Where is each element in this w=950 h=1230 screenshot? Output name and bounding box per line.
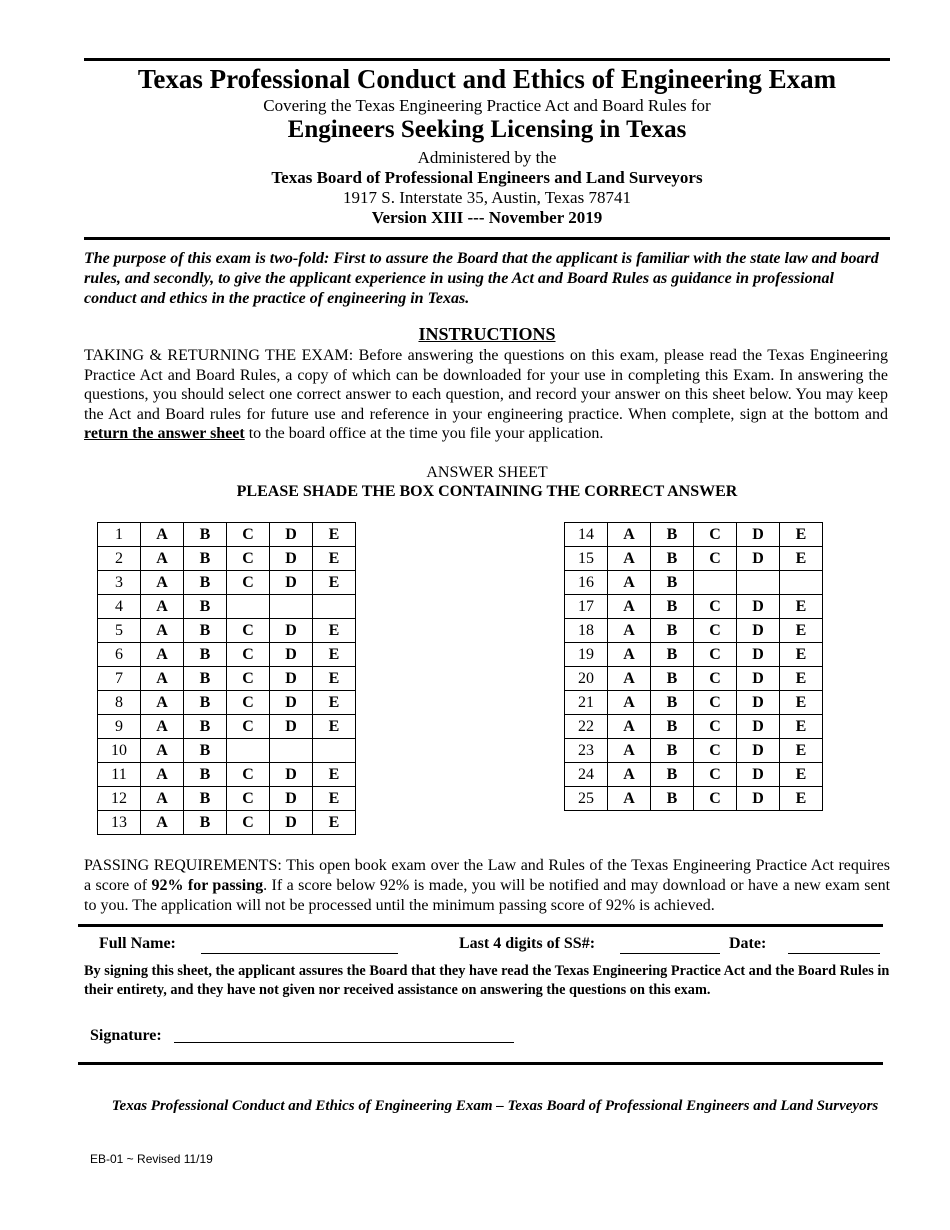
question-number: 2 xyxy=(98,547,141,571)
empty-cell xyxy=(227,595,270,619)
answer-option-box[interactable]: B xyxy=(651,691,694,715)
question-number: 3 xyxy=(98,571,141,595)
empty-cell xyxy=(270,595,313,619)
answer-option-box[interactable]: C xyxy=(694,595,737,619)
answer-row xyxy=(98,739,356,763)
question-number: 10 xyxy=(98,739,141,763)
answer-option-box[interactable]: D xyxy=(737,643,780,667)
answer-row xyxy=(98,691,356,715)
empty-cell xyxy=(313,739,356,763)
question-number: 7 xyxy=(98,667,141,691)
answer-option-box[interactable]: E xyxy=(313,667,356,691)
answer-option-box[interactable]: D xyxy=(737,595,780,619)
answer-option-box[interactable]: E xyxy=(780,643,823,667)
answer-option-box[interactable]: A xyxy=(608,691,651,715)
answer-option-box[interactable]: E xyxy=(780,523,823,547)
answer-option-box[interactable]: A xyxy=(141,595,184,619)
answer-option-box[interactable]: E xyxy=(780,595,823,619)
answer-option-box[interactable]: B xyxy=(184,715,227,739)
answer-option-box[interactable]: E xyxy=(313,715,356,739)
top-rule xyxy=(84,58,890,61)
answer-sheet-instruction: PLEASE SHADE THE BOX CONTAINING THE CORRECT ANSWER xyxy=(236,483,738,500)
answer-option-box[interactable]: D xyxy=(737,763,780,787)
answer-option-box[interactable]: E xyxy=(780,715,823,739)
answer-option-box[interactable]: A xyxy=(141,691,184,715)
answer-option-box[interactable]: B xyxy=(184,571,227,595)
question-number: 8 xyxy=(98,691,141,715)
answer-option-box[interactable]: B xyxy=(184,547,227,571)
answer-option-box[interactable]: A xyxy=(141,643,184,667)
answer-row xyxy=(565,571,823,595)
answer-option-box[interactable]: B xyxy=(651,571,694,595)
instructions-text xyxy=(84,346,888,444)
answer-option-box[interactable]: B xyxy=(184,787,227,811)
empty-cell xyxy=(270,739,313,763)
answer-option-box[interactable]: B xyxy=(184,523,227,547)
answer-row xyxy=(98,595,356,619)
answer-option-box[interactable]: A xyxy=(608,595,651,619)
answer-option-box[interactable]: B xyxy=(651,715,694,739)
question-number: 1 xyxy=(98,523,141,547)
form-code: EB-01 ~ Revised 11/19 xyxy=(90,1152,213,1166)
answer-option-box[interactable]: B xyxy=(184,595,227,619)
signature-label: Signature: xyxy=(90,1027,162,1044)
answer-option-box[interactable]: D xyxy=(270,619,313,643)
answer-row xyxy=(565,739,823,763)
question-number: 17 xyxy=(565,595,608,619)
answer-row xyxy=(98,787,356,811)
answer-option-box[interactable]: C xyxy=(694,691,737,715)
answer-option-box[interactable]: D xyxy=(270,643,313,667)
signature-top-rule xyxy=(78,924,883,927)
answer-option-box[interactable]: A xyxy=(608,643,651,667)
answer-option-box[interactable]: B xyxy=(184,811,227,835)
answer-option-box[interactable]: D xyxy=(737,619,780,643)
answer-row xyxy=(98,523,356,547)
answer-grid-right xyxy=(564,522,823,811)
answer-option-box[interactable]: E xyxy=(313,811,356,835)
answer-row xyxy=(98,667,356,691)
covering-line: Covering the Texas Engineering Practice Act and Board Rules for xyxy=(263,96,711,115)
answer-option-box[interactable]: C xyxy=(227,715,270,739)
answer-sheet-title: ANSWER SHEET xyxy=(426,464,548,481)
answer-option-box[interactable]: B xyxy=(184,667,227,691)
instructions-text-after: to the board office at the time you file your application. xyxy=(244,425,604,443)
answer-option-box[interactable]: C xyxy=(227,523,270,547)
answer-option-box[interactable]: B xyxy=(651,523,694,547)
answer-option-box[interactable]: A xyxy=(141,619,184,643)
answer-option-box[interactable]: E xyxy=(313,643,356,667)
empty-cell xyxy=(780,571,823,595)
question-number: 20 xyxy=(565,667,608,691)
page-footer: Texas Professional Conduct and Ethics of Engineering Exam – Texas Board of Professional Engineers and Land Surveyors xyxy=(111,1098,879,1114)
answer-option-box[interactable]: D xyxy=(737,739,780,763)
answer-option-box[interactable]: C xyxy=(227,667,270,691)
answer-option-box[interactable]: E xyxy=(780,691,823,715)
answer-option-box[interactable]: D xyxy=(270,547,313,571)
answer-option-box[interactable]: E xyxy=(780,547,823,571)
answer-option-box[interactable]: C xyxy=(694,763,737,787)
answer-option-box[interactable]: B xyxy=(651,547,694,571)
answer-option-box[interactable]: A xyxy=(141,571,184,595)
question-number: 25 xyxy=(565,787,608,811)
passing-text-after: . If a score below 92% is made, you will be notified and may download or have a new exam sent to you. The application will not be processed until the minimum passing score of 92% is achieved. xyxy=(84,877,891,914)
answer-option-box[interactable]: A xyxy=(141,763,184,787)
answer-option-box[interactable]: E xyxy=(780,763,823,787)
answer-option-box[interactable]: A xyxy=(608,523,651,547)
answer-option-box[interactable]: D xyxy=(737,691,780,715)
answer-option-box[interactable]: C xyxy=(227,643,270,667)
header-bottom-rule xyxy=(84,237,890,240)
answer-option-box[interactable]: B xyxy=(651,619,694,643)
empty-cell xyxy=(694,571,737,595)
answer-row xyxy=(565,619,823,643)
answer-option-box[interactable]: C xyxy=(694,667,737,691)
answer-option-box[interactable]: D xyxy=(270,715,313,739)
answer-option-box[interactable]: A xyxy=(608,787,651,811)
full-name-field[interactable] xyxy=(201,953,398,954)
answer-option-box[interactable]: B xyxy=(651,595,694,619)
answer-option-box[interactable]: D xyxy=(737,523,780,547)
answer-option-box[interactable]: B xyxy=(184,691,227,715)
answer-option-box[interactable]: A xyxy=(608,763,651,787)
answer-option-box[interactable]: D xyxy=(270,811,313,835)
answer-option-box[interactable]: A xyxy=(608,547,651,571)
empty-cell xyxy=(737,571,780,595)
answer-option-box[interactable]: E xyxy=(313,547,356,571)
instructions-heading: INSTRUCTIONS xyxy=(418,324,556,344)
answer-option-box[interactable]: C xyxy=(694,643,737,667)
question-number: 18 xyxy=(565,619,608,643)
passing-score-emphasis: 92% for passing xyxy=(151,877,264,894)
exam-subtitle: Engineers Seeking Licensing in Texas xyxy=(287,116,687,143)
answer-option-box[interactable]: C xyxy=(694,715,737,739)
answer-option-box[interactable]: A xyxy=(608,619,651,643)
answer-row xyxy=(98,763,356,787)
answer-option-box[interactable]: C xyxy=(227,619,270,643)
question-number: 23 xyxy=(565,739,608,763)
answer-option-box[interactable]: C xyxy=(227,787,270,811)
answer-option-box[interactable]: C xyxy=(227,763,270,787)
answer-option-box[interactable]: B xyxy=(184,643,227,667)
question-number: 5 xyxy=(98,619,141,643)
answer-option-box[interactable]: D xyxy=(270,763,313,787)
answer-option-box[interactable]: D xyxy=(270,523,313,547)
instructions-text-before: TAKING & RETURNING THE EXAM: Before answering the questions on this exam, please read the Texas Engineering Practice Act and Board Rules, a copy of which can be downloaded for your use in completing this Exam. In answering the questions, you should select one correct answer to each question, and record your answer on this sheet below. You may keep the Act and Board rules for future use and reference in your engineering practice. When complete, sign at the bottom and xyxy=(84,347,888,423)
answer-option-box[interactable]: A xyxy=(141,787,184,811)
answer-option-box[interactable]: D xyxy=(270,787,313,811)
date-label: Date: xyxy=(729,935,767,952)
answer-option-box[interactable]: D xyxy=(270,691,313,715)
answer-row xyxy=(565,547,823,571)
answer-row xyxy=(98,571,356,595)
full-name-label: Full Name: xyxy=(99,935,176,952)
answer-option-box[interactable]: C xyxy=(694,619,737,643)
board-address: 1917 S. Interstate 35, Austin, Texas 78741 xyxy=(343,188,631,207)
answer-option-box[interactable]: A xyxy=(608,571,651,595)
question-number: 11 xyxy=(98,763,141,787)
answer-row xyxy=(565,715,823,739)
answer-row xyxy=(565,691,823,715)
answer-option-box[interactable]: C xyxy=(694,523,737,547)
passing-requirements xyxy=(84,856,890,916)
answer-option-box[interactable]: E xyxy=(313,691,356,715)
answer-row xyxy=(565,763,823,787)
answer-row xyxy=(565,595,823,619)
answer-option-box[interactable]: D xyxy=(737,547,780,571)
answer-option-box[interactable]: E xyxy=(780,787,823,811)
ssn-label: Last 4 digits of SS#: xyxy=(459,935,596,952)
answer-row xyxy=(565,643,823,667)
question-number: 16 xyxy=(565,571,608,595)
answer-row xyxy=(565,787,823,811)
instructions-return-emphasis: return the answer sheet xyxy=(84,425,245,443)
passing-text-before: PASSING REQUIREMENTS: This open book exam over the Law and Rules of the Texas Engineering Practice Act requires a score of xyxy=(84,857,890,894)
answer-option-box[interactable]: C xyxy=(227,811,270,835)
answer-option-box[interactable]: A xyxy=(608,739,651,763)
empty-cell xyxy=(227,739,270,763)
answer-option-box[interactable]: D xyxy=(270,667,313,691)
answer-option-box[interactable]: C xyxy=(694,739,737,763)
answer-row xyxy=(98,547,356,571)
answer-option-box[interactable]: A xyxy=(141,715,184,739)
question-number: 13 xyxy=(98,811,141,835)
question-number: 19 xyxy=(565,643,608,667)
question-number: 9 xyxy=(98,715,141,739)
question-number: 21 xyxy=(565,691,608,715)
answer-option-box[interactable]: A xyxy=(141,739,184,763)
answer-option-box[interactable]: A xyxy=(608,667,651,691)
answer-option-box[interactable]: E xyxy=(780,667,823,691)
question-number: 6 xyxy=(98,643,141,667)
question-number: 14 xyxy=(565,523,608,547)
answer-row xyxy=(98,643,356,667)
answer-option-box[interactable]: C xyxy=(227,571,270,595)
signature-field[interactable] xyxy=(174,1042,514,1043)
purpose-statement: The purpose of this exam is two-fold: First to assure the Board that the applicant is familiar with the state law and board rules, and secondly, to give the applicant experience in using the Act and Board Rules as guidance in professional conduct and ethics in the practice of engineering in Texas. xyxy=(84,250,879,307)
answer-option-box[interactable]: A xyxy=(141,547,184,571)
answer-option-box[interactable]: A xyxy=(141,811,184,835)
answer-option-box[interactable]: E xyxy=(313,787,356,811)
answer-option-box[interactable]: B xyxy=(651,643,694,667)
administered-line: Administered by the xyxy=(417,148,557,167)
answer-option-box[interactable]: D xyxy=(270,571,313,595)
empty-cell xyxy=(313,595,356,619)
answer-option-box[interactable]: C xyxy=(694,787,737,811)
answer-option-box[interactable]: E xyxy=(313,523,356,547)
answer-option-box[interactable]: D xyxy=(737,715,780,739)
answer-option-box[interactable]: D xyxy=(737,667,780,691)
answer-option-box[interactable]: B xyxy=(184,739,227,763)
answer-row xyxy=(565,667,823,691)
answer-option-box[interactable]: B xyxy=(184,619,227,643)
version-line: Version XIII --- November 2019 xyxy=(371,208,603,227)
answer-option-box[interactable]: B xyxy=(184,763,227,787)
answer-option-box[interactable]: C xyxy=(694,547,737,571)
signature-bottom-rule xyxy=(78,1062,883,1065)
answer-option-box[interactable]: A xyxy=(141,667,184,691)
answer-row xyxy=(98,619,356,643)
answer-option-box[interactable]: E xyxy=(780,619,823,643)
answer-option-box[interactable]: E xyxy=(313,619,356,643)
answer-option-box[interactable]: A xyxy=(141,523,184,547)
answer-option-box[interactable]: B xyxy=(651,667,694,691)
answer-option-box[interactable]: A xyxy=(608,715,651,739)
ssn-field[interactable] xyxy=(620,953,720,954)
answer-row xyxy=(565,523,823,547)
answer-option-box[interactable]: C xyxy=(227,691,270,715)
question-number: 12 xyxy=(98,787,141,811)
answer-option-box[interactable]: E xyxy=(780,739,823,763)
answer-grid-left xyxy=(97,522,356,835)
answer-row xyxy=(98,811,356,835)
answer-option-box[interactable]: B xyxy=(651,739,694,763)
answer-option-box[interactable]: D xyxy=(737,787,780,811)
date-field[interactable] xyxy=(788,953,880,954)
question-number: 22 xyxy=(565,715,608,739)
question-number: 24 xyxy=(565,763,608,787)
answer-row xyxy=(98,715,356,739)
answer-option-box[interactable]: E xyxy=(313,571,356,595)
assurance-statement: By signing this sheet, the applicant assures the Board that they have read the Texas Engineering Practice Act and the Board Rules in their entirety, and they have not given nor received assistance on answering the questions on this exam. xyxy=(84,963,890,998)
question-number: 4 xyxy=(98,595,141,619)
answer-option-box[interactable]: C xyxy=(227,547,270,571)
answer-option-box[interactable]: B xyxy=(651,787,694,811)
question-number: 15 xyxy=(565,547,608,571)
exam-title: Texas Professional Conduct and Ethics of Engineering Exam xyxy=(137,64,837,94)
answer-option-box[interactable]: E xyxy=(313,763,356,787)
board-name: Texas Board of Professional Engineers and Land Surveyors xyxy=(271,168,703,187)
answer-option-box[interactable]: B xyxy=(651,763,694,787)
